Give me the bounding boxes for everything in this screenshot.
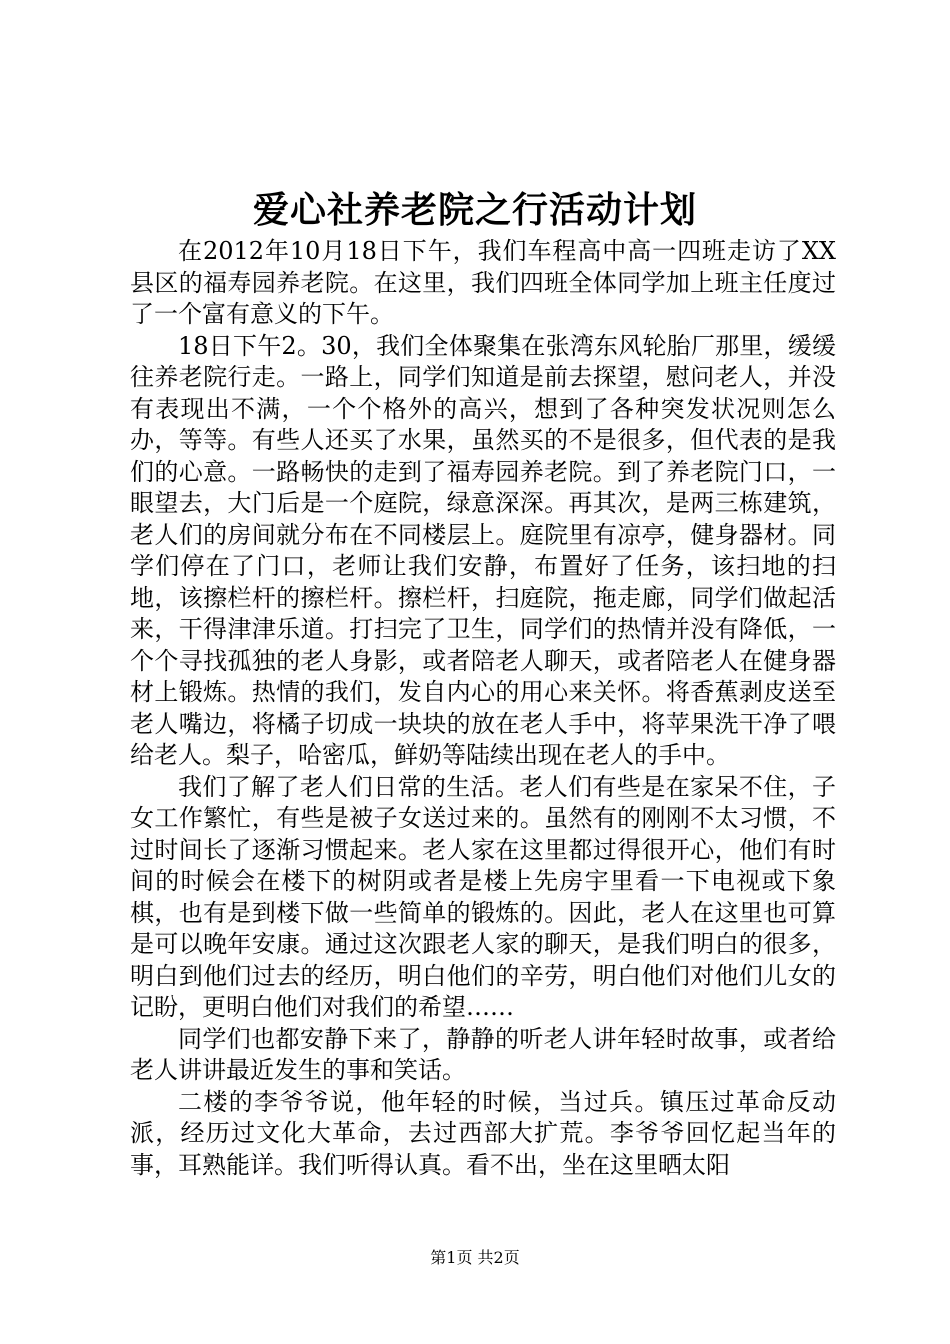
paragraph-4: 同学们也都安静下来了，静静的听老人讲年轻时故事，或者给老人讲讲最近发生的事和笑话。 — [130, 1024, 836, 1084]
paragraph-5: 二楼的李爷爷说，他年轻的时候，当过兵。镇压过革命反动派，经历过文化大革命，去过西部大扩荒。李爷爷回忆起当年的事，耳熟能详。我们听得认真。看不出，坐在这里晒太阳 — [130, 1087, 836, 1179]
paragraph-1: 在2012年10月18日下午，我们车程高中高一四班走访了XX县区的福寿园养老院。在这里，我们四班全体同学加上班主任度过了一个富有意义的下午。 — [130, 237, 836, 328]
document-body — [130, 236, 836, 1181]
page-footer: 第1页 共2页 — [430, 1248, 520, 1267]
paragraph-2: 18日下午2。30，我们全体聚集在张湾东风轮胎厂那里，缓缓往养老院行走。一路上，同学们知道是前去探望，慰问老人，并没有表现出不满，一个个格外的高兴，想到了各种突发状况则怎么办，等等。有些人还买了水果，虽然买的不是很多，但代表的是我们的心意。一路畅快的走到了福寿园养老院。到了养老院门口，一眼望去，大门后是一个庭院，绿意深深。再其次，是两三栋建筑，老人们的房间就分布在不同楼层上。庭院里有凉亭，健身器材。同学们停在了门口，老师让我们安静，布置好了任务，该扫地的扫地，该擦栏杆的擦栏杆。擦栏杆，扫庭院，拖走廊，同学们做起活来，干得津津乐道。打扫完了卫生，同学们的热情并没有降低，一个个寻找孤独的老人身影，或者陪老人聊天，或者陪老人在健身器材上锻炼。热情的我们，发自内心的用心来关怀。将香蕉剥皮送至老人嘴边，将橘子切成一块块的放在老人手中，将苹果洗干净了喂给老人。梨子，哈密瓜，鲜奶等陆续出现在老人的手中。 — [130, 331, 836, 769]
paragraph-3: 我们了解了老人们日常的生活。老人们有些是在家呆不住，子女工作繁忙，有些是被子女送过来的。虽然有的刚刚不太习惯，不过时间长了逐渐习惯起来。老人家在这里都过得很开心，他们有时间的时候会在楼下的树阴或者是楼上先房宇里看一下电视或下象棋，也有是到楼下做一些简单的锻炼的。因此，老人在这里也可算是可以晚年安康。通过这次跟老人家的聊天，是我们明白的很多，明白到他们过去的经历，明白他们的辛劳，明白他们对他们儿女的记盼，更明白他们对我们的希望…… — [130, 772, 836, 1021]
document-title: 爱心社养老院之行活动计划 — [252, 189, 697, 231]
